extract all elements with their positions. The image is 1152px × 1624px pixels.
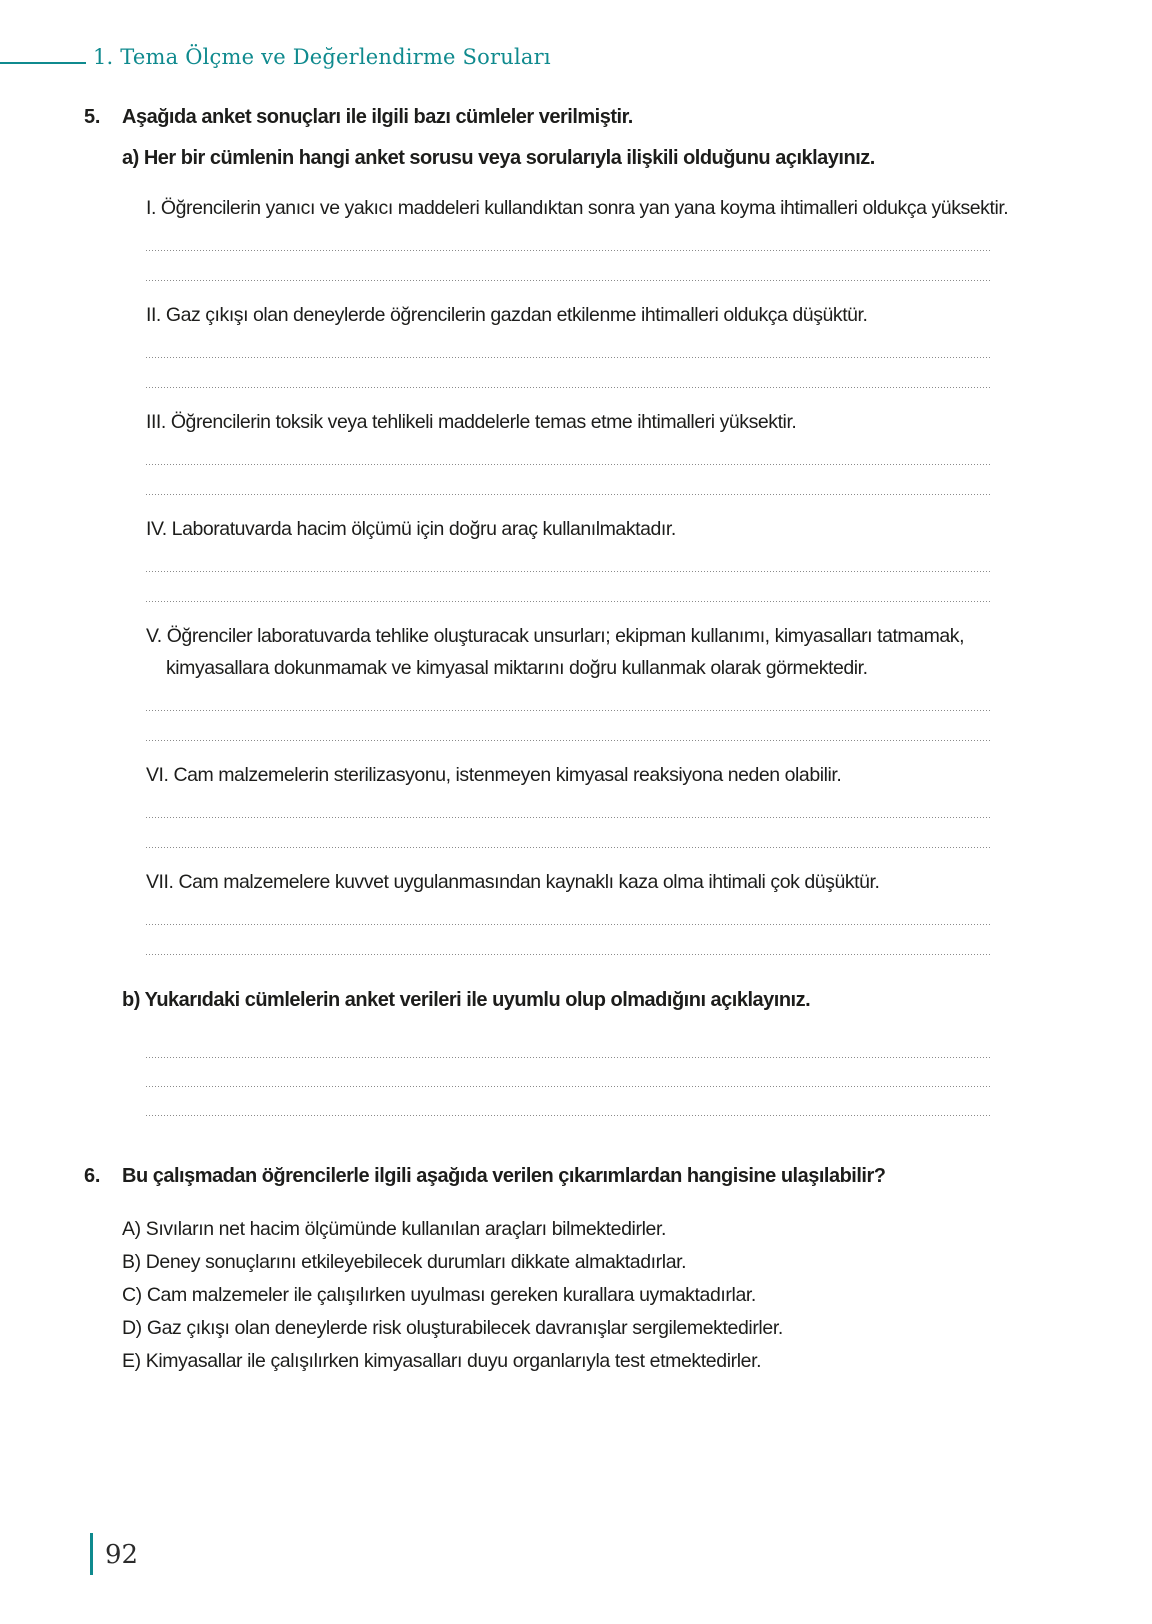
question-5-number: 5. bbox=[84, 106, 101, 128]
statement-text: Öğrencilerin yanıcı ve yakıcı maddeleri kullandıktan sonra yan yana koyma ihtimalleri oldukça yüksektir. bbox=[160, 197, 1009, 219]
statement-numeral: IV. bbox=[146, 518, 167, 540]
question-5-part-b bbox=[122, 985, 996, 1015]
answer-line bbox=[146, 954, 992, 955]
part-b-label: b) bbox=[122, 989, 140, 1011]
page-number: 92 bbox=[105, 1540, 139, 1570]
answer-line bbox=[146, 710, 992, 711]
option-text: Deney sonuçlarını etkileyebilecek durumları dikkate almaktadırlar. bbox=[145, 1251, 687, 1273]
answer-line bbox=[146, 357, 992, 358]
answer-line bbox=[146, 464, 992, 465]
statement-text: Laboratuvarda hacim ölçümü için doğru araç kullanılmaktadır. bbox=[171, 518, 676, 540]
answer-area bbox=[146, 817, 1010, 848]
question-5 bbox=[84, 104, 1009, 1116]
footer-accent-bar bbox=[90, 1533, 93, 1575]
question-5-part-a bbox=[122, 145, 996, 172]
survey-statement-2 bbox=[146, 299, 1010, 388]
answer-line bbox=[146, 817, 992, 818]
option-d bbox=[122, 1312, 996, 1345]
part-a-text: Her bir cümlenin hangi anket sorusu veya sorularıyla ilişkili olduğunu açıklayınız. bbox=[143, 147, 875, 169]
statement-numeral: V. bbox=[146, 625, 162, 647]
answer-area bbox=[146, 357, 1010, 388]
answer-area bbox=[146, 924, 1010, 955]
survey-statement-7 bbox=[146, 866, 1010, 955]
option-text: Sıvıların net hacim ölçümünde kullanılan araçları bilmektedirler. bbox=[145, 1218, 666, 1240]
survey-statement-4 bbox=[146, 513, 1010, 602]
part-b-text: Yukarıdaki cümlelerin anket verileri ile uyumlu olup olmadığını açıklayınız. bbox=[144, 989, 811, 1011]
statement-numeral: I. bbox=[146, 197, 156, 219]
header-rule-line bbox=[0, 62, 86, 64]
answer-line bbox=[146, 1057, 992, 1058]
option-a bbox=[122, 1213, 996, 1246]
option-text: Gaz çıkışı olan deneylerde risk oluşturabilecek davranışlar sergilemektedirler. bbox=[146, 1317, 783, 1339]
option-text: Cam malzemeler ile çalışılırken uyulması gereken kurallara uymaktadırlar. bbox=[146, 1284, 756, 1306]
statement-text: Öğrencilerin toksik veya tehlikeli maddelerle temas etme ihtimalleri yüksektir. bbox=[170, 411, 797, 433]
answer-area bbox=[146, 250, 1010, 281]
option-label: D) bbox=[122, 1317, 142, 1339]
option-label: A) bbox=[122, 1218, 141, 1240]
part-a-label: a) bbox=[122, 147, 139, 169]
statement-text: Öğrenciler laboratuvarda tehlike oluşturacak unsurları; ekipman kullanımı, kimyasalları tatmamak, kimyasallara dokunmamak ve kimyasal miktarını doğru kullanmak olarak görmektedir. bbox=[166, 625, 965, 679]
page-content bbox=[84, 104, 1009, 1378]
survey-statement-1 bbox=[146, 192, 1010, 281]
question-6 bbox=[84, 1161, 996, 1378]
answer-area bbox=[146, 571, 1010, 602]
option-b bbox=[122, 1246, 996, 1279]
statement-text: Cam malzemelerin sterilizasyonu, istenmeyen kimyasal reaksiyona neden olabilir. bbox=[173, 764, 842, 786]
answer-line bbox=[146, 740, 992, 741]
answer-line bbox=[146, 250, 992, 251]
option-label: B) bbox=[122, 1251, 141, 1273]
answer-line bbox=[146, 847, 992, 848]
option-c bbox=[122, 1279, 996, 1312]
statement-text: Cam malzemelere kuvvet uygulanmasından kaynaklı kaza olma ihtimali çok düşüktür. bbox=[178, 871, 880, 893]
answer-line bbox=[146, 1115, 992, 1116]
answer-line bbox=[146, 494, 992, 495]
statement-numeral: III. bbox=[146, 411, 166, 433]
option-list bbox=[122, 1213, 996, 1378]
survey-statement-list bbox=[146, 192, 1010, 955]
answer-line bbox=[146, 387, 992, 388]
page-title: 1. Tema Ölçme ve Değerlendirme Soruları bbox=[93, 45, 551, 69]
question-6-stem: Bu çalışmadan öğrencilerle ilgili aşağıda verilen çıkarımlardan hangisine ulaşılabilir? bbox=[122, 1165, 886, 1187]
option-label: E) bbox=[122, 1350, 141, 1372]
survey-statement-6 bbox=[146, 759, 1010, 848]
option-label: C) bbox=[122, 1284, 142, 1306]
answer-line bbox=[146, 571, 992, 572]
survey-statement-3 bbox=[146, 406, 1010, 495]
answer-area bbox=[146, 464, 1010, 495]
part-b-answer-area bbox=[146, 1057, 996, 1116]
answer-line bbox=[146, 1086, 992, 1087]
answer-line bbox=[146, 280, 992, 281]
answer-area bbox=[146, 710, 1010, 741]
option-e bbox=[122, 1345, 996, 1378]
answer-line bbox=[146, 924, 992, 925]
survey-statement-5 bbox=[146, 620, 1010, 741]
option-text: Kimyasallar ile çalışılırken kimyasalları duyu organlarıyla test etmektedirler. bbox=[145, 1350, 762, 1372]
question-6-number: 6. bbox=[84, 1165, 101, 1187]
statement-text: Gaz çıkışı olan deneylerde öğrencilerin gazdan etkilenme ihtimalleri oldukça düşüktür. bbox=[165, 304, 868, 326]
statement-numeral: VII. bbox=[146, 871, 174, 893]
statement-numeral: VI. bbox=[146, 764, 169, 786]
question-5-stem: Aşağıda anket sonuçları ile ilgili bazı cümleler verilmiştir. bbox=[122, 106, 633, 128]
statement-numeral: II. bbox=[146, 304, 161, 326]
answer-line bbox=[146, 601, 992, 602]
